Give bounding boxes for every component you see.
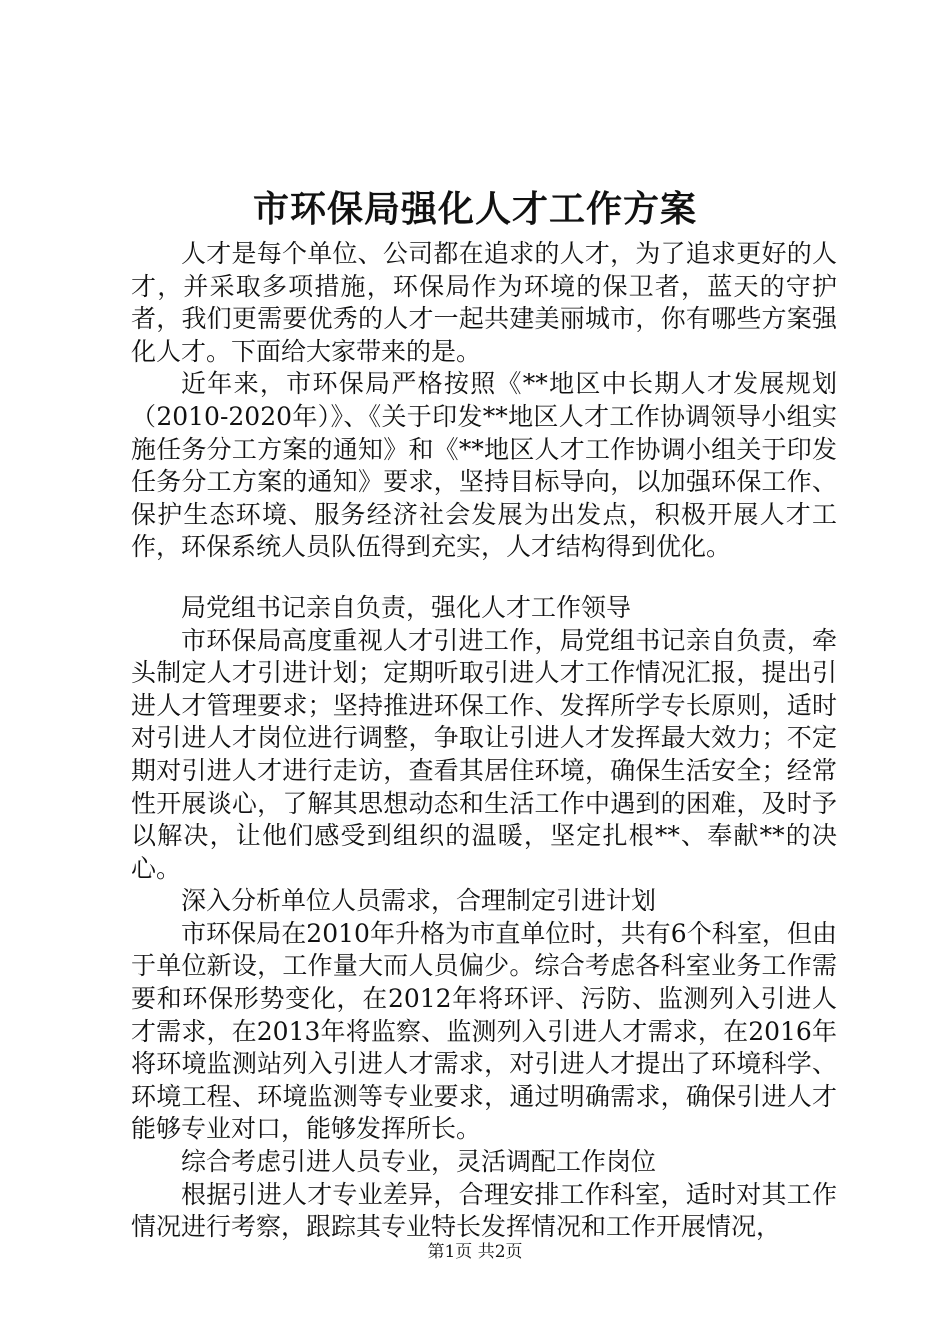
- demand-paragraph: 市环保局在2010年升格为市直单位时，共有6个科室，但由于单位新设，工作量大而人员偏少。综合考虑各科室业务工作需要和环保形势变化，在2012年将环评、污防、监测列入引进人才需求，在2013年将监察、监测列入引进人才需求，在2016年将环境监测站列入引进人才需求，对引进人才提出了环境科学、环境工程、环境监测等专业要求，通过明确需求，确保引进人才能够专业对口，能够发挥所长。: [131, 918, 837, 1144]
- document-body: [131, 238, 837, 1244]
- section-heading-allocation: 综合考虑引进人员专业，灵活调配工作岗位: [181, 1147, 657, 1177]
- document-title: 市环保局强化人才工作方案: [252, 188, 697, 230]
- allocation-paragraph: 根据引进人才专业差异，合理安排工作科室，适时对其工作情况进行考察，跟踪其专业特长发挥情况和工作开展情况，: [131, 1179, 837, 1242]
- page-number: 第1页 共2页: [427, 1242, 523, 1262]
- background-paragraph: 近年来，市环保局严格按照《**地区中长期人才发展规划（2010-2020年）》、《关于印发**地区人才工作协调领导小组实施任务分工方案的通知》和《**地区人才工作协调小组关于印发任务分工方案的通知》要求，坚持目标导向，以加强环保工作、保护生态环境、服务经济社会发展为出发点，积极开展人才工作，环保系统人员队伍得到充实，人才结构得到优化。: [131, 369, 837, 562]
- intro-paragraph: 人才是每个单位、公司都在追求的人才，为了追求更好的人才，并采取多项措施，环保局作为环境的保卫者，蓝天的守护者，我们更需要优秀的人才一起共建美丽城市，你有哪些方案强化人才。下面给大家带来的是。: [131, 239, 837, 366]
- paragraph-gap: [131, 564, 837, 592]
- section-heading-demand: 深入分析单位人员需求，合理制定引进计划: [181, 886, 657, 916]
- leadership-paragraph: 市环保局高度重视人才引进工作，局党组书记亲自负责，牵头制定人才引进计划；定期听取引进人才工作情况汇报，提出引进人才管理要求；坚持推进环保工作、发挥所学专长原则，适时对引进人才岗位进行调整，争取让引进人才发挥最大效力；不定期对引进人才进行走访，查看其居住环境，确保生活安全；经常性开展谈心，了解其思想动态和生活工作中遇到的困难，及时予以解决，让他们感受到组织的温暖，坚定扎根**、奉献**的决心。: [131, 625, 837, 883]
- section-heading-leadership: 局党组书记亲自负责，强化人才工作领导: [181, 592, 632, 622]
